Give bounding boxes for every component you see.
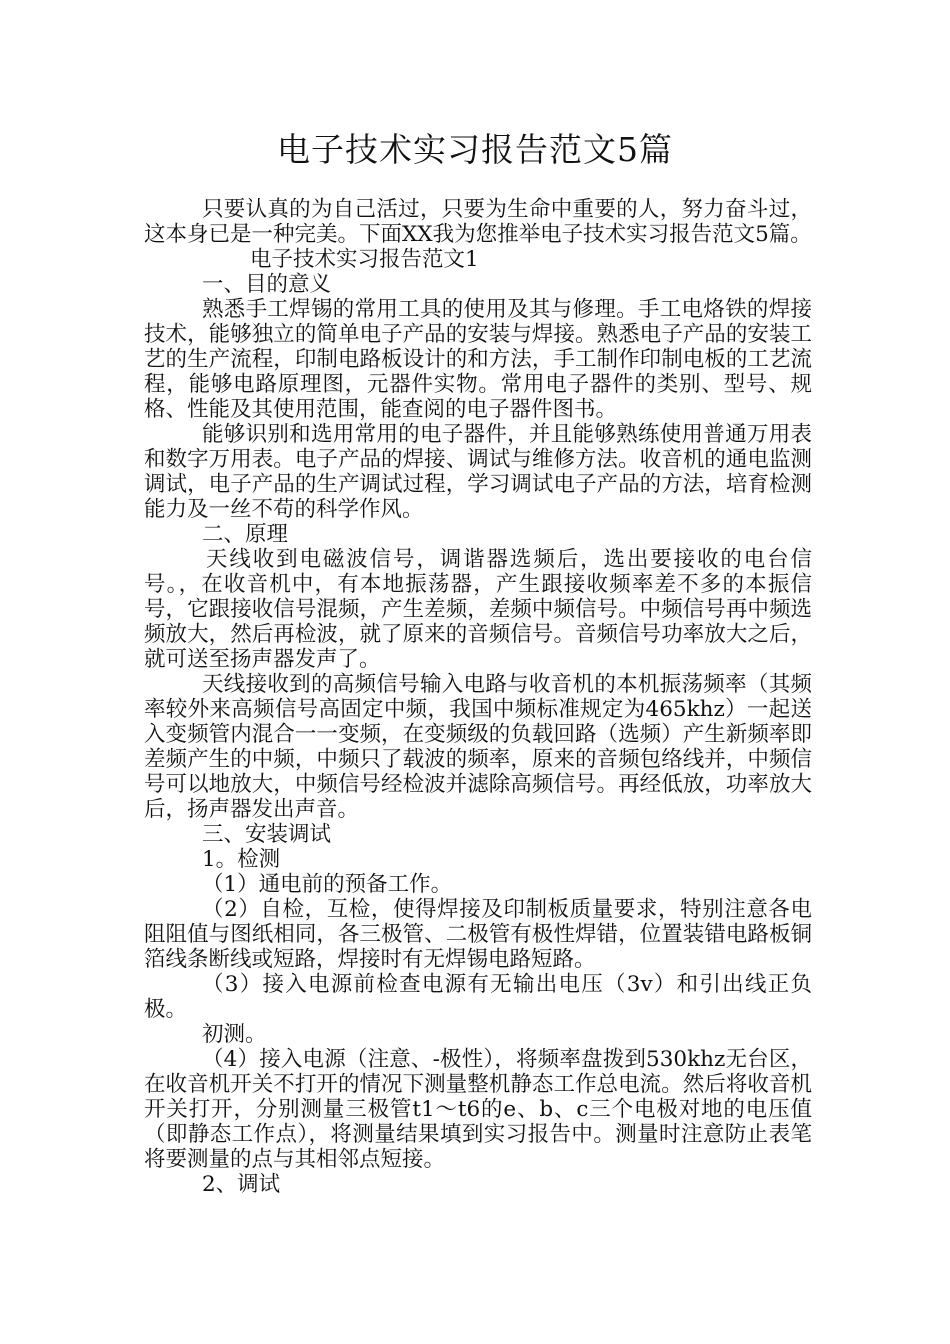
intro-paragraph: 只要认真的为自己活过，只要为生命中重要的人，努力奋斗过，这本身已是一种完美。下面XX我为您推举电子技术实习报告范文5篇。 — [144, 197, 812, 247]
heading-detection: 1。检测 — [202, 847, 281, 872]
heading-install: 三、安装调试 — [202, 822, 332, 847]
heading-principle: 二、原理 — [202, 522, 289, 547]
paragraph-principle-1: 天线收到电磁波信号，调谐器选频后，选出要接收的电台信号。，在收音机中，有本地振荡器，产生跟接收频率差不多的本振信号，它跟接收信号混频，产生差频，差频中频信号。中频信号再中频选频放大，然后再检波，就了原来的音频信号。音频信号功率放大之后，就可送至扬声器发声了。 — [144, 547, 812, 672]
heading-purpose: 一、目的意义 — [202, 272, 332, 297]
step-4: （4）接入电源（注意、-极性），将频率盘拨到530khz无台区，在收音机开关不打开的情况下测量整机静态工作总电流。然后将收音机开关打开，分别测量三极管t1～t6的e、b、c三个电极对地的电压值（即静态工作点），将测量结果填到实习报告中。测量时注意防止表笔将要测量的点与其相邻点短接。 — [144, 1047, 812, 1172]
section-subtitle: 电子技术实习报告范文1 — [250, 247, 479, 272]
heading-debug: 2、调试 — [202, 1172, 281, 1197]
paragraph-purpose-1: 熟悉手工焊锡的常用工具的使用及其与修理。手工电烙铁的焊接技术，能够独立的简单电子产品的安装与焊接。熟悉电子产品的安装工艺的生产流程，印制电路板设计的和方法，手工制作印制电板的工艺流程，能够电路原理图，元器件实物。常用电子器件的类别、型号、规格、性能及其使用范围，能查阅的电子器件图书。 — [144, 297, 812, 422]
step-1: （1）通电前的预备工作。 — [202, 872, 453, 897]
step-initial-test: 初测。 — [202, 1022, 267, 1047]
paragraph-principle-2: 天线接收到的高频信号输入电路与收音机的本机振荡频率（其频率较外来高频信号高固定中频，我国中频标准规定为465khz）一起送入变频管内混合一一变频，在变频级的负载回路（选频）产生新频率即差频产生的中频，中频只了载波的频率，原来的音频包络线并，中频信号可以地放大，中频信号经检波并滤除高频信号。再经低放，功率放大后，扬声器发出声音。 — [144, 672, 812, 822]
document-title: 电子技术实习报告范文5篇 — [277, 130, 673, 169]
step-3: （3）接入电源前检查电源有无输出电压（3v）和引出线正负极。 — [144, 972, 812, 1022]
paragraph-purpose-2: 能够识别和选用常用的电子器件，并且能够熟练使用普通万用表和数字万用表。电子产品的焊接、调试与维修方法。收音机的通电监测调试，电子产品的生产调试过程，学习调试电子产品的方法，培育检测能力及一丝不苟的科学作风。 — [144, 422, 812, 522]
step-2: （2）自检，互检，使得焊接及印制板质量要求，特别注意各电阻阻值与图纸相同，各三极管、二极管有极性焊错，位置装错电路板铜箔线条断线或短路，焊接时有无焊锡电路短路。 — [144, 897, 812, 972]
document-body — [144, 197, 812, 1197]
